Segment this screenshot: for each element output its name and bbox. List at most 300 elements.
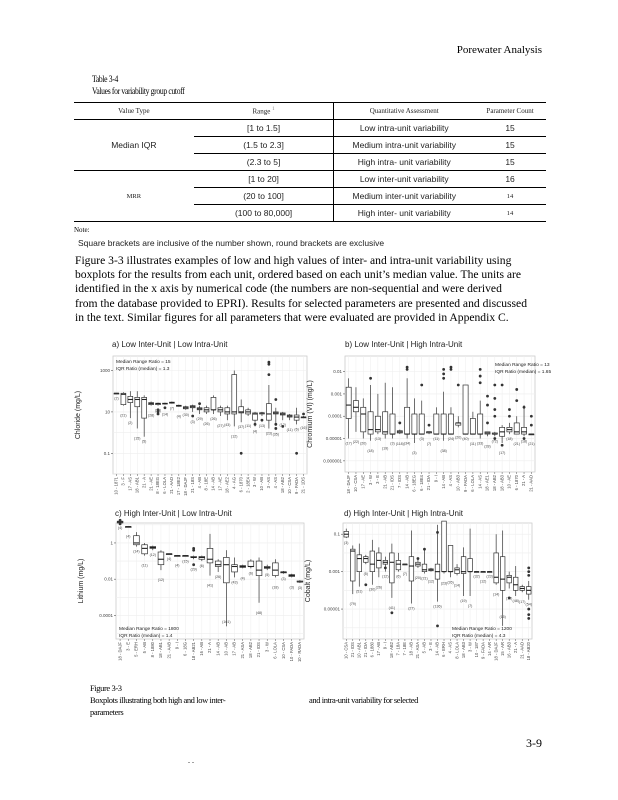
x-tick-label: 10 - AB1 — [356, 642, 362, 659]
box-count-label: (20) — [414, 575, 422, 580]
x-tick-label: 17 - AE — [360, 475, 366, 489]
value-type-cell: Median IQR — [74, 120, 194, 171]
box-outlier — [274, 398, 277, 401]
x-tick-label: 18 - AB3 — [460, 642, 466, 659]
box-outlier — [295, 452, 298, 455]
x-tick-label: 14 - AR — [486, 642, 492, 656]
panel-b-title: b) Low Inter-Unit | High Intra-Unit — [345, 340, 463, 349]
x-tick-label: 4 - AG — [231, 477, 237, 489]
assessment-cell: Medium intra-unit variability — [334, 137, 474, 154]
box-iqr — [121, 393, 126, 404]
box-count-label: (29) — [196, 416, 203, 421]
count-cell: 14 — [474, 205, 546, 222]
box-outlier — [479, 368, 482, 371]
box-count-label: (161) — [222, 620, 231, 624]
box-count-label: (21) — [421, 576, 428, 581]
box-count-label: (3) — [281, 576, 286, 581]
box-count-label: (11) — [286, 428, 293, 433]
y-tick-label: 0.01 — [333, 369, 342, 375]
box-count-label: (30) — [369, 587, 376, 592]
box-outlier — [457, 384, 460, 387]
box-count-label: (20) — [360, 441, 367, 446]
x-tick-label: 10 - 187 — [473, 642, 479, 658]
box-outlier — [192, 563, 195, 566]
x-tick-label: 14 - AB — [210, 477, 216, 491]
x-tick-label: 21 - AAD — [528, 475, 534, 492]
col-header-value-type: Value Type — [74, 103, 194, 120]
x-tick-label: 21 - AE — [148, 477, 154, 491]
box-count-label: (36) — [154, 408, 162, 413]
box-outlier — [527, 617, 530, 620]
box-iqr — [223, 557, 229, 582]
box-iqr — [232, 375, 237, 414]
box-count-label: (11) — [245, 424, 252, 429]
x-tick-label: 9 - I — [382, 642, 388, 650]
x-tick-label: 6 - LOLA — [162, 477, 168, 494]
box-count-label: (3) — [344, 540, 349, 545]
box-iqr — [470, 418, 475, 434]
box-outlier — [486, 404, 489, 407]
box-count-label: (13) — [258, 424, 266, 429]
figure-caption-part3: parameters — [90, 707, 124, 717]
box-count-label: (41) — [388, 605, 396, 610]
assessment-cell: Low inter-unit variability — [334, 171, 474, 188]
box-outlier — [486, 395, 489, 398]
x-tick-label: 6 - 1870 — [513, 475, 519, 491]
box-outlier — [428, 424, 431, 427]
count-cell: 14 — [474, 188, 546, 205]
box-iqr — [448, 414, 453, 434]
assessment-cell: Low intra-unit variability — [334, 120, 474, 137]
x-tick-label: 10 - AE — [506, 475, 512, 489]
x-tick-label: 18 - AB1 — [134, 477, 140, 494]
box-count-label: (5) — [265, 573, 270, 578]
box-iqr — [135, 397, 140, 406]
y-axis-label: Lithium (mg/L) — [78, 558, 85, 604]
box-outlier — [420, 384, 423, 387]
x-tick-label: 6 - 18EG — [411, 475, 417, 492]
box-count-label: (48) — [255, 610, 263, 615]
box-count-label: (118) — [395, 442, 404, 447]
box-iqr — [478, 414, 483, 434]
x-tick-label: 9 - I — [174, 642, 180, 650]
range-cell: [1 to 1.5] — [194, 120, 334, 137]
box-count-label: (17) — [519, 600, 526, 605]
box-outlier — [515, 399, 518, 402]
x-tick-label: 18 - AB21 — [190, 642, 196, 661]
figure-caption-part1: Boxplots illustrating both high and low inter- — [90, 695, 226, 705]
box-iqr — [412, 414, 417, 434]
x-tick-label: 17 - AB — [376, 642, 382, 656]
box-iqr — [390, 553, 395, 583]
box-count-label: (29) — [190, 567, 197, 572]
box-iqr — [273, 563, 279, 576]
box-outlier — [406, 366, 409, 369]
x-tick-label: 21 - A — [207, 642, 213, 653]
box-count-label: (7) — [426, 442, 432, 447]
table-note-label: Note: — [74, 226, 90, 234]
col-header-range-label: Range — [252, 107, 271, 116]
x-tick-label: 7 - IDS — [397, 475, 403, 489]
x-tick-label: 6 - ERH — [441, 642, 447, 657]
x-tick-label: 4 - AS — [447, 642, 453, 654]
x-tick-label: 17 - AE — [217, 477, 223, 491]
y-axis-label: Cobalt (mg/L) — [305, 559, 312, 603]
box-count-label: (5) — [363, 572, 369, 577]
box-outlier — [508, 408, 511, 411]
table-row — [74, 171, 546, 188]
box-count-label: (12) — [382, 574, 389, 579]
x-tick-label: 18 - AB2 — [492, 475, 498, 492]
box-count-label: (13) — [505, 596, 513, 601]
assessment-cell: High inter- unit variability — [334, 205, 474, 222]
box-iqr — [232, 565, 238, 572]
count-cell: 15 — [474, 137, 546, 154]
x-tick-label: 10 - AB — [223, 642, 229, 656]
box-count-label: (12) — [157, 578, 165, 583]
box-count-label: (6) — [248, 571, 254, 576]
box-count-label: (72) — [491, 439, 499, 444]
x-tick-label: 6 - 1880 — [369, 642, 375, 658]
box-outlier — [369, 377, 372, 380]
chart-annotation: Median Range Ratio = 13 — [495, 363, 550, 368]
box-count-label: (19) — [381, 446, 389, 451]
box-count-label: (4) — [166, 556, 172, 561]
box-count-label: (26) — [375, 585, 383, 590]
box-outlier — [436, 625, 439, 628]
x-tick-label: 7 - 18A — [395, 642, 401, 656]
chart-annotation: IQR Ratio (median) = 1.4 — [119, 634, 173, 639]
box-count-label: (6) — [396, 574, 401, 579]
box-count-label: (33) — [476, 441, 484, 446]
box-count-label: (7) — [402, 572, 408, 577]
box-count-label: (27) — [408, 606, 415, 611]
figure-caption-part2: and intra-unit variability for selected — [309, 695, 419, 705]
box-iqr — [211, 397, 216, 409]
box-count-label: (26) — [203, 421, 210, 426]
paragraph-line: identified in the x axis by numerical code (the numbers are non-sequential and were derived — [75, 282, 502, 296]
box-count-label: (18) — [520, 439, 528, 444]
x-tick-label: 6 - 18G — [182, 642, 188, 656]
x-tick-label: 10 - AB — [259, 477, 265, 491]
box-count-label: (16) — [300, 426, 307, 431]
x-tick-label: 8 - 18EG — [155, 477, 161, 494]
box-outlier — [240, 452, 243, 455]
box-iqr — [513, 577, 518, 590]
chart-annotation: Median Range Ratio = 1200 — [452, 627, 512, 632]
x-tick-label: 5 - AB — [141, 642, 147, 654]
x-tick-label: 3 - W — [467, 642, 473, 653]
table-footnote: Square brackets are inclusive of the number shown, round brackets are exclusive — [78, 238, 385, 248]
box-count-label: (12) — [149, 553, 156, 558]
x-tick-label: 4 - AS — [273, 477, 279, 489]
x-tick-label: 14 - AB — [434, 642, 440, 656]
x-tick-label: 14 - AB — [440, 475, 446, 489]
box-outlier — [274, 427, 277, 430]
box-count-label: (6) — [294, 427, 299, 432]
x-tick-label: 10 - CSA — [286, 477, 292, 494]
x-tick-label: 10 - FADA — [288, 642, 294, 662]
x-tick-label: 18 - AB2 — [248, 642, 254, 659]
box-count-label: (40) — [462, 437, 469, 442]
box-count-label: (28) — [484, 444, 491, 449]
box-count-label: (15) — [134, 436, 141, 441]
x-tick-label: 21 - ASA — [415, 642, 421, 659]
box-iqr — [521, 427, 526, 434]
x-tick-label: 18 - DAJF — [493, 642, 499, 661]
x-tick-label: 3 - W — [252, 477, 258, 488]
box-iqr — [422, 564, 427, 571]
x-tick-label: 10 - CSA — [280, 642, 286, 659]
boxplot-cobalt — [297, 521, 540, 676]
box-iqr — [350, 549, 355, 581]
box-outlier — [364, 583, 367, 586]
x-tick-label: 18 - AB20 — [525, 642, 531, 661]
box-iqr — [455, 568, 460, 574]
box-outlier — [479, 375, 482, 378]
box-count-label: (26) — [210, 416, 217, 421]
chart-annotation: Median Range Ratio = 1800 — [119, 627, 179, 632]
y-tick-label: 0.1 — [333, 531, 340, 537]
box-count-label: (4) — [175, 563, 180, 568]
x-tick-label: 21 - 1DS — [300, 477, 306, 494]
box-iqr — [441, 414, 446, 434]
box-count-label: (14) — [453, 583, 461, 588]
paragraph-line: Figure 3-3 illustrates examples of low and high values of inter- and intra-unit variability using — [75, 254, 512, 267]
box-count-label: (34) — [403, 441, 411, 446]
box-iqr — [207, 548, 213, 563]
box-count-label: (2) — [128, 421, 133, 426]
box-iqr — [248, 561, 254, 566]
range-cell: [1 to 20] — [194, 171, 334, 188]
x-tick-label: 9 - FADA — [293, 477, 299, 494]
box-count-label: (21) — [120, 413, 127, 418]
paragraph-line: boxplots for the results from each unit, ordered based on each unit’s median value. The units are — [75, 268, 522, 282]
box-count-label: (23) — [440, 581, 448, 586]
box-outlier — [384, 567, 387, 570]
box-iqr — [409, 557, 414, 581]
x-tick-label: 21 - IDS — [256, 642, 262, 658]
range-cell: (2.3 to 5] — [194, 154, 334, 171]
box-count-label: (7) — [467, 603, 473, 608]
x-tick-label: 21 - ASA — [239, 642, 245, 659]
box-count-label: (48) — [512, 598, 519, 603]
table-header-row — [74, 103, 546, 120]
box-outlier — [530, 424, 533, 427]
range-cell: (20 to 100] — [194, 188, 334, 205]
box-outlier — [527, 574, 530, 577]
x-tick-label: 21 - IDS — [349, 642, 355, 658]
x-tick-label: 21 - 18S — [189, 477, 195, 493]
boxplot-lithium — [80, 521, 310, 676]
col-header-count: Parameter Count — [474, 103, 546, 120]
box-iqr — [370, 551, 375, 572]
box-outlier — [390, 611, 393, 614]
box-count-label: (79) — [349, 602, 356, 607]
panel-d-title: d) High Inter-Unit | High Intra-Unit — [344, 509, 464, 518]
x-tick-label: 14 - AS — [477, 475, 483, 489]
y-axis-label: Chromium (VI) (mg/L) — [307, 380, 314, 448]
box-count-label: (54) — [525, 602, 532, 607]
box-iqr — [383, 412, 388, 434]
box-iqr — [442, 521, 447, 572]
x-tick-label: 18 - DAJF — [345, 475, 351, 494]
box-iqr — [463, 385, 468, 434]
box-count-label: (14) — [161, 412, 169, 417]
box-count-label: (3) — [412, 451, 417, 455]
box-iqr — [396, 560, 401, 569]
x-tick-label: 10 - CSA — [353, 475, 359, 492]
box-iqr — [507, 575, 512, 582]
chart-annotation: IQR Ratio (median) = 1.65 — [495, 370, 552, 375]
boxplot-chloride — [75, 354, 310, 504]
box-outlier — [261, 419, 264, 422]
box-outlier — [527, 570, 530, 573]
box-count-label: (18) — [506, 437, 513, 442]
count-cell: 15 — [474, 154, 546, 171]
box-iqr — [142, 545, 148, 554]
table-number: Table 3-4 — [92, 74, 118, 84]
count-cell: 15 — [474, 120, 546, 137]
table-row — [74, 120, 546, 137]
box-outlier — [527, 608, 530, 611]
count-cell: 16 — [474, 171, 546, 188]
box-count-label: (18) — [272, 585, 279, 590]
x-tick-label: 5 - ERH — [133, 642, 139, 657]
x-tick-label: 4 - AS — [448, 475, 454, 487]
box-count-label: (3) — [297, 585, 303, 590]
chart-annotation: Median Range Ratio = 15 — [116, 360, 171, 365]
box-count-label: (4) — [176, 414, 182, 419]
box-count-label: (30) — [182, 412, 189, 417]
box-count-label: (18) — [367, 448, 374, 453]
box-outlier — [515, 388, 518, 391]
box-iqr — [461, 557, 466, 574]
footer-dots: . . — [188, 756, 194, 765]
x-tick-label: 17 - AB — [231, 642, 237, 656]
x-tick-label: 10 - CSA — [343, 642, 349, 659]
box-count-label: (43) — [231, 580, 238, 585]
x-tick-label: 7 - 18E — [402, 642, 408, 656]
x-tick-label: 18 - AB2 — [389, 642, 395, 659]
figure-number: Figure 3-3 — [90, 683, 122, 693]
y-tick-label: 0.001 — [330, 391, 342, 397]
x-tick-label: 18 - AB3 — [499, 475, 505, 492]
x-tick-label: 21 - AB — [382, 475, 388, 489]
box-iqr — [346, 387, 351, 418]
box-iqr — [142, 397, 147, 418]
box-count-label: (3) — [190, 419, 195, 424]
box-outlier — [493, 415, 496, 418]
box-iqr — [494, 553, 499, 583]
box-outlier — [442, 368, 445, 371]
box-outlier — [493, 408, 496, 411]
chart-annotation: IQR Ratio (median) = 1.3 — [116, 367, 170, 372]
box-iqr — [514, 423, 519, 434]
box-outlier — [267, 361, 270, 364]
box-iqr — [368, 412, 373, 434]
box-count-label: (23) — [265, 431, 273, 436]
panel-c-title: c) High Inter-Unit | Low Intra-Unit — [115, 509, 232, 518]
y-tick-label: 0.00001 — [323, 606, 340, 612]
box-outlier — [523, 406, 526, 409]
x-tick-label: 5 - AB — [421, 642, 427, 654]
box-outlier — [530, 415, 533, 418]
x-tick-label: 18 - AE2 — [224, 477, 230, 494]
box-count-label: (22) — [352, 439, 360, 444]
box-iqr — [419, 414, 424, 434]
box-count-label: (28) — [147, 413, 155, 418]
box-count-label: (26) — [214, 574, 222, 579]
y-tick-label: 0.1 — [103, 450, 110, 456]
body-paragraph — [75, 254, 555, 325]
x-tick-label: 3 - F — [120, 477, 126, 486]
box-iqr — [468, 559, 473, 572]
x-tick-label: 14 - AB — [404, 475, 410, 489]
x-tick-label: 21 - AAD — [519, 642, 525, 659]
range-cell: (1.5 to 2.3] — [194, 137, 334, 154]
box-iqr — [215, 561, 221, 566]
x-tick-label: 6 - LOLA — [272, 642, 278, 659]
box-count-label: (37) — [237, 425, 245, 430]
box-count-label: (14) — [133, 549, 140, 554]
box-iqr — [256, 561, 262, 576]
box-outlier — [423, 548, 426, 551]
box-count-label: (13) — [374, 437, 382, 442]
x-tick-label: 3 - AS — [266, 477, 272, 489]
box-iqr — [405, 407, 410, 434]
x-tick-label: 21 - IDA — [426, 475, 432, 491]
boxplot-chromium — [300, 354, 552, 504]
box-outlier — [191, 415, 194, 418]
box-count-label: (3) — [419, 437, 424, 442]
box-count-label: (41) — [206, 583, 214, 588]
y-tick-label: 10 — [104, 409, 110, 415]
box-count-label: (35) — [272, 432, 280, 437]
x-tick-label: 15 - AR — [499, 642, 505, 656]
x-tick-label: 18 - DAJF — [117, 642, 123, 661]
paragraph-line: from the database provided to EPRI). Results for selected parameters are presented and discussed — [75, 296, 528, 310]
box-count-label: (38) — [440, 448, 447, 453]
footnote-mark: 1 — [272, 106, 275, 112]
box-outlier — [417, 557, 420, 560]
x-tick-label: 3 - W — [367, 475, 373, 486]
x-tick-label: 10 - RADA — [297, 642, 303, 663]
x-tick-label: 21 - A — [141, 477, 147, 488]
x-tick-label: 3 - W — [264, 642, 270, 653]
box-count-label: (17) — [498, 451, 506, 455]
box-count-label: (12) — [231, 434, 238, 439]
box-iqr — [434, 414, 439, 434]
box-count-label: (26) — [447, 580, 454, 585]
box-count-label: (4) — [126, 534, 131, 539]
box-count-label: (136) — [433, 604, 442, 609]
page-number: 3-9 — [526, 736, 542, 750]
box-count-label: (17) — [345, 441, 352, 446]
box-outlier — [501, 384, 504, 387]
box-count-label: (21) — [513, 442, 520, 447]
x-tick-label: 16 - AB3 — [506, 642, 512, 659]
y-tick-label: 0.0001 — [99, 612, 113, 618]
box-iqr — [364, 557, 369, 563]
box-count-label: (21) — [528, 442, 535, 447]
x-tick-label: 8 - 1880 — [149, 642, 155, 658]
box-outlier — [198, 402, 201, 405]
box-outlier — [493, 384, 496, 387]
x-tick-label: 21 - AAD — [169, 477, 175, 494]
col-header-range — [194, 103, 334, 120]
y-tick-label: 0.0001 — [328, 413, 342, 419]
